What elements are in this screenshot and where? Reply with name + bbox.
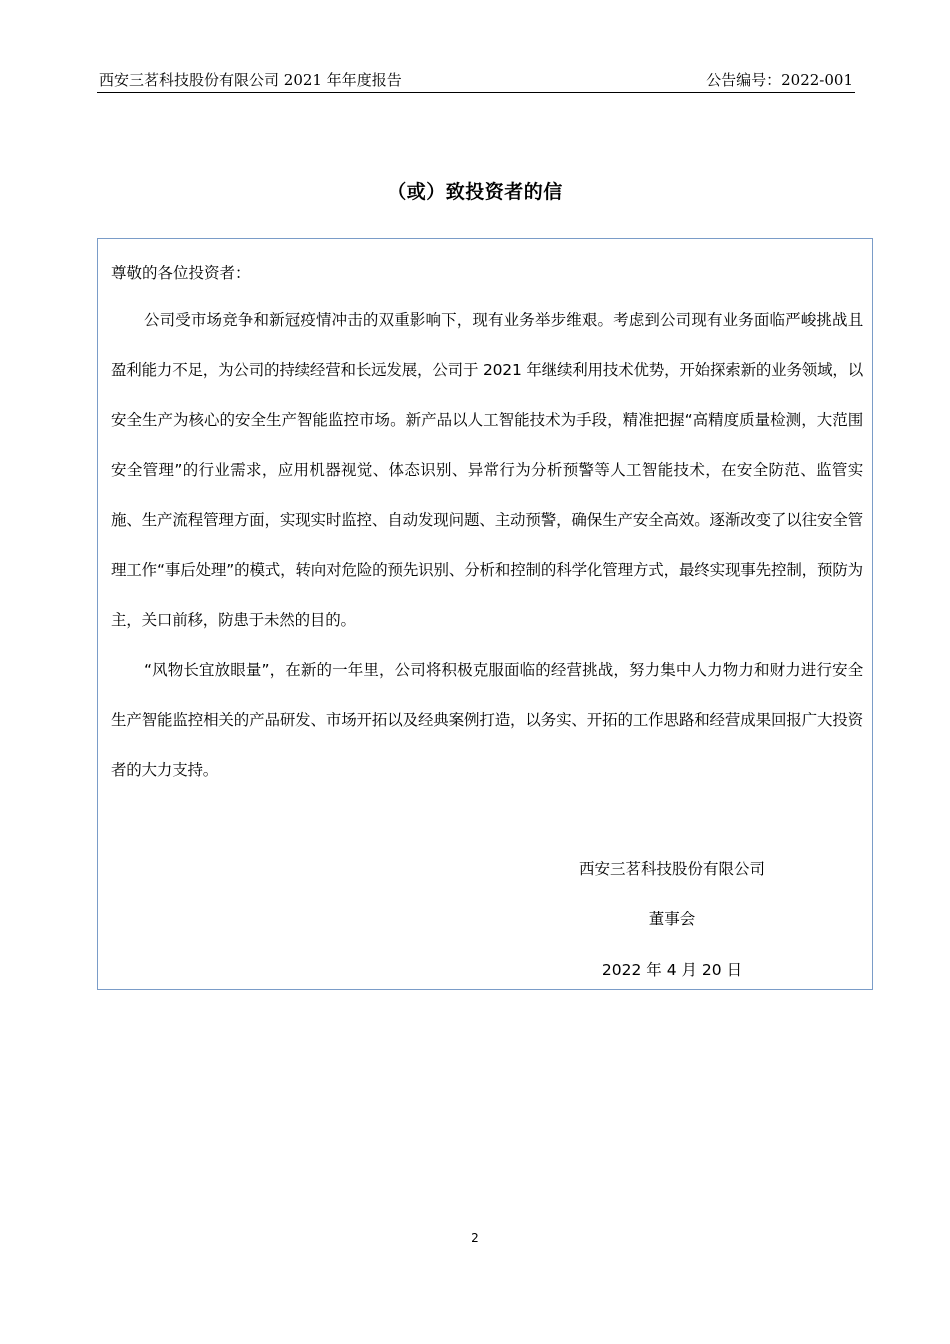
letter-body [111, 295, 863, 795]
header-report-title: 西安三茗科技股份有限公司 2021 年年度报告 [99, 71, 402, 89]
signature-board: 董事会 [648, 910, 696, 928]
page-header [97, 66, 855, 93]
letter-paragraph: “风物长宜放眼量”，在新的一年里，公司将积极克服面临的经营挑战，努力集中人力物力和财力进行安全生产智能监控相关的产品研发、市场开拓以及经典案例打造，以务实、开拓的工作思路和经营成果回报广大投资者的大力支持。 [111, 661, 863, 779]
section-title: （或）致投资者的信 [387, 181, 563, 203]
signature-date: 2022 年 4 月 20 日 [601, 961, 743, 979]
header-announcement-number: 公告编号：2022-001 [706, 71, 853, 89]
letter-paragraph: 公司受市场竞争和新冠疫情冲击的双重影响下，现有业务举步维艰。考虑到公司现有业务面临严峻挑战且盈利能力不足，为公司的持续经营和长远发展，公司于 2021 年继续利用技术优势，开始探索新的业务领域，以安全生产为核心的安全生产智能监控市场。新产品以人工智能技术为手段，精准把握“高精度质量检测，大范围安全管理”的行业需求，应用机器视觉、体态识别、异常行为分析预警等人工智能技术，在安全防范、监管实施、生产流程管理方面，实现实时监控、自动发现问题、主动预警，确保生产安全高效。逐渐改变了以往安全管理工作“事后处理”的模式，转向对危险的预先识别、分析和控制的科学化管理方式，最终实现事先控制，预防为主，关口前移，防患于未然的目的。 [111, 311, 863, 629]
investor-letter-box [97, 238, 873, 990]
page-number: 2 [471, 1231, 479, 1245]
signature-company: 西安三茗科技股份有限公司 [578, 860, 765, 878]
letter-salutation: 尊敬的各位投资者： [111, 264, 251, 282]
